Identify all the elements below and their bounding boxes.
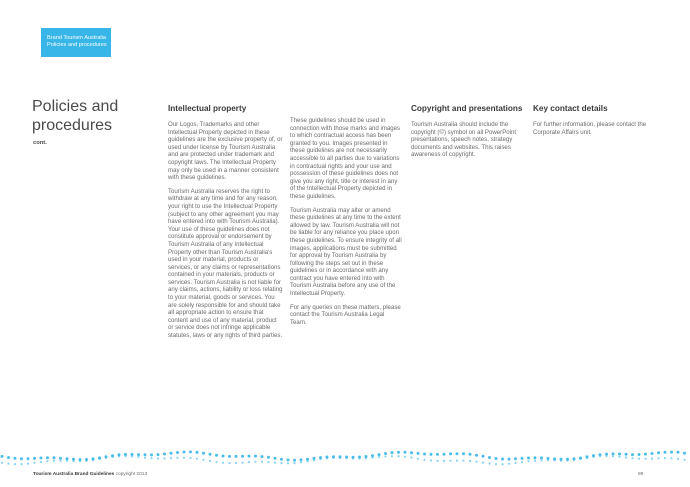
decorative-dot — [59, 457, 62, 460]
decorative-dot — [488, 462, 490, 464]
decorative-dot — [176, 457, 178, 459]
decorative-dot — [657, 457, 659, 459]
decorative-dot — [475, 454, 478, 457]
decorative-dot — [150, 457, 152, 459]
intellectual-property-paragraph: These guidelines should be used in connection with those marks and images to which contractual access has been granted to you. Images presented in these guidelines are not necessarily accessible to all parties due to variations in contractual rights and your use and possession of these guidelines does not give you any right, title or interest in any of the Intellectual Property depicted in these guidelines. — [290, 117, 401, 200]
decorative-dot — [553, 459, 555, 461]
decorative-dot — [683, 459, 685, 461]
decorative-dot — [482, 462, 484, 464]
decorative-dot — [98, 458, 100, 460]
decorative-dot — [228, 462, 230, 464]
contact-paragraph: For further information, please contact the Corporate Affairs unit. — [533, 121, 647, 136]
decorative-dot — [462, 452, 465, 455]
decorative-dot — [495, 463, 497, 465]
decorative-dot — [397, 455, 399, 457]
decorative-dot — [241, 462, 243, 464]
decorative-dot — [605, 455, 607, 457]
decorative-dot — [495, 457, 498, 460]
decorative-dot — [27, 457, 30, 460]
decorative-dot — [254, 455, 257, 458]
decorative-dot — [514, 457, 517, 460]
decorative-dot — [14, 463, 16, 465]
footer-brand — [33, 472, 147, 477]
decorative-dot — [235, 462, 237, 464]
decorative-dot — [631, 453, 634, 456]
decorative-dot — [183, 457, 185, 459]
decorative-dot — [111, 456, 113, 458]
decorative-dot — [618, 453, 621, 456]
decorative-dot — [670, 451, 673, 454]
decorative-dot — [118, 455, 120, 457]
intellectual-property-paragraph: For any queries on these matters, please contact the Tourism Australia Legal Team. — [290, 303, 401, 326]
decorative-dot — [79, 460, 81, 462]
decorative-dot — [449, 452, 452, 455]
decorative-dot — [46, 456, 49, 459]
decorative-dot — [157, 453, 160, 456]
decorative-dot — [202, 459, 204, 461]
intellectual-property-paragraph: Tourism Australia reserves the right to withdraw at any time and for any reason, your right to use the Intellectual Property (subject to any other agreement you may have entered into with Tourism Australia). Your use of these guidelines does not constitute approval or endorsement by Tourism Australia of any Intellectual Property other than Tourism Australia's used in your material, products or services, or any claims or representations contained in your materials, products or services. Tourism Australia is not liable for any claims, actions, liability or loss relating to your material, goods or services. You are solely responsible for and should take all appropriate action to ensure that content and use of any material, product or service does not infringe applicable statutes, laws or any rights of third parties. — [168, 187, 283, 340]
decorative-dot — [436, 460, 438, 462]
intellectual-property-paragraph: Our Logos, Trademarks and other Intellectual Property depicted in these guidelines are the exclusive property of, or used under license by Tourism Australia and are protected under trademark and copyright laws. The Intellectual Property may only be used in a manner consistent with these guidelines. — [168, 121, 283, 182]
decorative-dot — [443, 453, 446, 456]
decorative-dot — [651, 458, 653, 460]
decorative-dot — [215, 461, 217, 463]
intellectual-property-paragraph: Tourism Australia may alter or amend these guidelines at any time to the extent allowed by law. Tourism Australia will not be liable for any reliance you place upon these guidelines. To ensure integrity of all images, applications must be submitted for approval by Tourism Australia by following the steps set out in these guidelines or in accordance with any contract you have entered into with Tourism Australia before any use of the Intellectual Property. — [290, 206, 402, 298]
decorative-dot — [423, 459, 425, 461]
decorative-dot — [436, 453, 439, 456]
decorative-dot — [534, 460, 536, 462]
decorative-dot — [196, 458, 198, 460]
decorative-dot — [540, 456, 543, 459]
decorative-dot — [625, 453, 628, 456]
decorative-dot — [326, 457, 328, 459]
decorative-dot — [157, 457, 159, 459]
decorative-dot — [1, 462, 3, 464]
decorative-dot — [404, 451, 407, 454]
decorative-dot — [345, 457, 347, 459]
decorative-dot — [163, 457, 165, 459]
decorative-dot — [475, 461, 477, 463]
decorative-dot — [332, 457, 334, 459]
decorative-dot — [267, 461, 269, 463]
copyright-heading: Copyright and presentations — [411, 104, 523, 113]
decorative-dot — [644, 453, 647, 456]
decorative-dot — [560, 460, 562, 462]
decorative-dot — [40, 457, 43, 460]
decorative-dot — [670, 457, 672, 459]
decorative-dot — [449, 460, 451, 462]
decorative-dot — [469, 460, 471, 462]
decorative-dot — [274, 457, 277, 460]
decorative-dot — [371, 457, 373, 459]
badge-line-2: Policies and procedures — [47, 42, 107, 48]
decorative-dot — [625, 456, 627, 458]
decorative-dot — [92, 459, 94, 461]
decorative-dot — [189, 450, 192, 453]
decorative-dot — [638, 453, 641, 456]
decorative-dot — [358, 458, 360, 460]
decorative-dot — [677, 451, 680, 454]
decorative-dot — [248, 461, 250, 463]
decorative-dot — [612, 455, 614, 457]
decorative-dot — [66, 460, 68, 462]
continued-label: cont. — [33, 140, 47, 146]
decorative-dot — [482, 455, 485, 458]
decorative-dot — [540, 459, 542, 461]
decorative-dot — [527, 457, 530, 460]
footer-copyright: copyright 2013 — [115, 472, 148, 477]
decorative-dot — [410, 457, 412, 459]
intellectual-property-column-2 — [290, 117, 402, 332]
decorative-dot — [339, 457, 341, 459]
decorative-dot — [638, 458, 640, 460]
decorative-dot — [150, 453, 153, 456]
decorative-dot — [631, 457, 633, 459]
decorative-dot — [66, 457, 69, 460]
decorative-dot — [300, 458, 303, 461]
decorative-dot — [417, 458, 419, 460]
decorative-dot — [215, 454, 218, 457]
decorative-dot — [677, 458, 679, 460]
decorative-dot — [137, 453, 140, 456]
decorative-dot — [391, 455, 393, 457]
decorative-dot — [404, 456, 406, 458]
decorative-dot — [261, 455, 264, 458]
decorative-dot — [566, 459, 568, 461]
decorative-dot — [280, 462, 282, 464]
decorative-dot — [456, 452, 459, 455]
decorative-dot — [105, 457, 107, 459]
decorative-dot — [228, 455, 231, 458]
decorative-dot — [534, 456, 537, 459]
decorative-dot — [683, 452, 686, 455]
decorative-dot — [202, 452, 205, 455]
footer-brand-name: Tourism Australia Brand Guidelines — [33, 472, 115, 477]
badge-line-1: Brand Tourism Australia — [47, 35, 106, 41]
decorative-dot — [664, 451, 667, 454]
decorative-dot — [462, 460, 464, 462]
decorative-dot — [53, 456, 56, 459]
decorative-dot — [397, 451, 400, 454]
decorative-dot — [319, 458, 321, 460]
decorative-dot — [287, 462, 289, 464]
dotted-wave-decoration — [0, 444, 690, 468]
decorative-dot — [508, 463, 510, 465]
decorative-dot — [196, 451, 199, 454]
decorative-dot — [280, 458, 283, 461]
decorative-dot — [430, 459, 432, 461]
decorative-dot — [46, 460, 48, 462]
decorative-dot — [384, 455, 386, 457]
decorative-dot — [170, 452, 173, 455]
decorative-dot — [287, 458, 290, 461]
decorative-dot — [579, 458, 581, 460]
decorative-dot — [378, 453, 381, 456]
decorative-dot — [137, 456, 139, 458]
decorative-dot — [488, 456, 491, 459]
decorative-dot — [40, 461, 42, 463]
decorative-dot — [20, 463, 22, 465]
decorative-dot — [189, 457, 191, 459]
decorative-dot — [469, 453, 472, 456]
decorative-dot — [651, 452, 654, 455]
decorative-dot — [592, 456, 594, 458]
decorative-dot — [222, 455, 225, 458]
decorative-dot — [300, 461, 302, 463]
decorative-dot — [235, 455, 238, 458]
decorative-dot — [430, 453, 433, 456]
decorative-dot — [261, 461, 263, 463]
decorative-dot — [33, 457, 36, 460]
decorative-dot — [222, 462, 224, 464]
decorative-dot — [508, 458, 511, 461]
decorative-dot — [72, 460, 74, 462]
page-number: 89 — [638, 472, 644, 477]
decorative-dot — [501, 463, 503, 465]
decorative-dot — [391, 451, 394, 454]
decorative-dot — [53, 460, 55, 462]
copyright-paragraph: Tourism Australia should include the copyright (©) symbol on all PowerPoint presentations, speech notes, strategy documents and websites. This raises awareness of copyright. — [411, 121, 517, 159]
decorative-dot — [423, 453, 426, 456]
decorative-dot — [1, 455, 4, 458]
decorative-dot — [209, 460, 211, 462]
copyright-column — [411, 104, 523, 165]
decorative-dot — [170, 457, 172, 459]
decorative-dot — [209, 453, 212, 456]
decorative-dot — [293, 462, 295, 464]
decorative-dot — [527, 460, 529, 462]
decorative-dot — [124, 455, 126, 457]
decorative-dot — [144, 453, 147, 456]
decorative-dot — [274, 462, 276, 464]
contact-column — [533, 104, 653, 142]
decorative-dot — [501, 458, 504, 461]
decorative-dot — [443, 460, 445, 462]
decorative-dot — [657, 451, 660, 454]
decorative-dot — [352, 457, 354, 459]
decorative-dot — [144, 457, 146, 459]
decorative-dot — [586, 457, 588, 459]
decorative-dot — [14, 457, 17, 460]
decorative-dot — [599, 455, 601, 457]
contact-heading: Key contact details — [533, 104, 608, 113]
decorative-dot — [410, 451, 413, 454]
page-title: Policies and procedures — [32, 98, 119, 134]
decorative-dot — [573, 459, 575, 461]
decorative-dot — [7, 456, 10, 459]
decorative-dot — [248, 455, 251, 458]
decorative-dot — [521, 457, 524, 460]
decorative-dot — [514, 462, 516, 464]
decorative-dot — [644, 458, 646, 460]
intellectual-property-heading: Intellectual property — [168, 104, 247, 113]
decorative-dot — [7, 463, 9, 465]
decorative-dot — [59, 460, 61, 462]
decorative-dot — [33, 462, 35, 464]
decorative-dot — [664, 457, 666, 459]
decorative-dot — [241, 455, 244, 458]
decorative-dot — [163, 453, 166, 456]
decorative-dot — [547, 459, 549, 461]
decorative-dot — [306, 460, 308, 462]
decorative-dot — [378, 456, 380, 458]
decorative-dot — [293, 459, 296, 462]
decorative-dot — [85, 460, 87, 462]
decorative-dot — [254, 461, 256, 463]
decorative-dot — [131, 455, 133, 457]
decorative-dot — [612, 452, 615, 455]
decorative-dot — [267, 456, 270, 459]
decorative-dot — [20, 457, 23, 460]
decorative-dot — [456, 460, 458, 462]
decorative-dot — [384, 452, 387, 455]
decorative-dot — [618, 456, 620, 458]
decorative-dot — [176, 451, 179, 454]
decorative-dot — [417, 452, 420, 455]
section-badge — [41, 28, 111, 57]
intellectual-property-column-1 — [168, 104, 283, 346]
decorative-dot — [365, 457, 367, 459]
decorative-dot — [313, 459, 315, 461]
decorative-dot — [183, 451, 186, 454]
decorative-dot — [521, 461, 523, 463]
decorative-dot — [27, 463, 29, 465]
